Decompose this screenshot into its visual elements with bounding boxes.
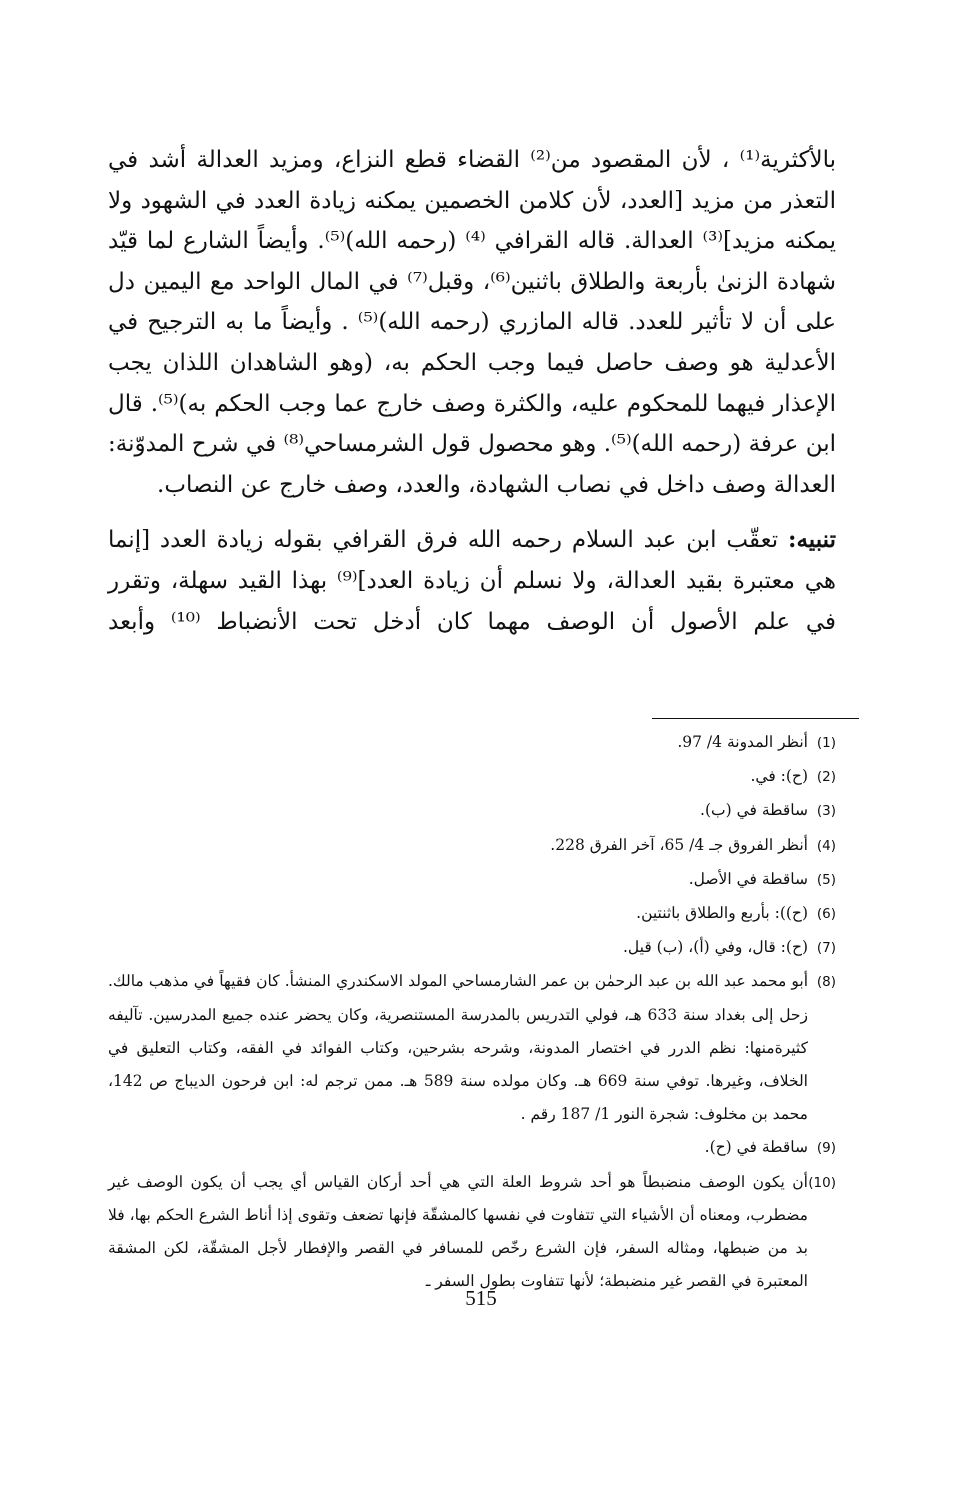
footnote (108, 863, 836, 897)
footnote-number: (10) (808, 1174, 836, 1191)
footnote-text: ساقطة في (ب). (700, 801, 808, 820)
footnote (108, 1166, 836, 1299)
footnote-text: أبو محمد عبد الله بن عبد الرحمٰن بن عمر الشارمساحي المولد الاسكندري المنشأ. كان فقيهاً في مذهب مالك. زحل إلى بغداد سنة 633 هـ، فولي التدريس بالمدرسة المستنصرية، وكان يحضر عنده جميع المدرسين. تآليفه كثيرةمنها: نظم الدرر في اختصار المدونة، وشرحه بشرحين، وكتاب الفوائد في الفقه، وكتاب التعليق في الخلاف، وغيرها. توفي سنة 669 هـ. وكان مولده سنة 589 هـ. ممن ترجم له: ابن فرحون الديباج ص 142، محمد بن مخلوف: شجرة النور 1/ 187 رقم . (108, 972, 808, 1124)
footnote (108, 794, 836, 828)
footnote-text: (ح): قال، وفي (أ)، (ب) قيل. (622, 938, 808, 957)
footnote-number: (5) (816, 871, 836, 888)
page-number: 515 (465, 1286, 497, 1310)
footnote-number: (2) (816, 769, 836, 786)
footnote-text: ساقطة في (ح). (704, 1138, 808, 1157)
footnotes (108, 726, 836, 1298)
notice-lead: تنبيه: (787, 526, 836, 554)
paragraph-1: بالأكثرية⁽¹⁾ ، لأن المقصود من⁽²⁾ القضاء قطع النزاع، ومزيد العدالة أشد في التعذر من مزيد [العدد، لأن كلامن الخصمين يمكنه زيادة العدد في الشهود ولا يمكنه مزيد]⁽³⁾ العدالة. قاله القرافي ⁽⁴⁾ (رحمه الله)⁽⁵⁾. وأيضاً الشارع لما قيّد شهادة الزنىٰ بأربعة والطلاق باثنين⁽⁶⁾، وقبل⁽⁷⁾ في المال الواحد مع اليمين دل على أن لا تأثير للعدد. قاله المازري (رحمه الله)⁽⁵⁾ . وأيضاً ما به الترجيح في الأعدلية هو وصف حاصل فيما وجب الحكم به، (وهو الشاهدان اللذان يجب الإعذار فيهما للمحكوم عليه، والكثرة وصف خارج عما وجب الحكم به)⁽⁵⁾. قال ابن عرفة (رحمه الله)⁽⁵⁾. وهو محصول قول الشرمساحي⁽⁸⁾ في شرح المدوّنة: العدالة وصف داخل في نصاب الشهادة، والعدد، وصف خارج عن النصاب. (108, 147, 837, 498)
footnote (108, 726, 836, 760)
footnote-number: (9) (816, 1140, 836, 1157)
main-text (108, 140, 836, 642)
footnote (108, 1131, 836, 1165)
paragraph-2 (108, 520, 836, 642)
footnote-text: أنظر الفروق جـ 4/ 65، آخر الفرق 228. (550, 835, 808, 854)
footnote-number: (1) (816, 735, 836, 751)
footnote (108, 931, 836, 965)
footnote (108, 897, 836, 931)
footnote-number: (4) (816, 837, 836, 854)
footnote-text: (ح)): بأربع والطلاق باثنتين. (636, 904, 808, 923)
footnote-number: (3) (816, 803, 836, 820)
footnote-text: (ح): في. (750, 767, 808, 786)
footnote-text: ساقطة في الأصل. (688, 869, 808, 888)
footnote-text: أنظر المدونة 4/ 97. (677, 733, 808, 751)
footnote-text: أن يكون الوصف منضبطاً هو أحد شروط العلة التي هي أحد أركان القياس أي يجب أن يكون الوصف غير مضطرب، ومعناه أن الأشياء التي تتفاوت في نفسها كالمشقّة فإنها تضعف وتقوى إذا أناط الشرع الحكم بها، فلا بد من ضبطها، ومثاله السفر، فإن الشرع رخّص للمسافر في القصر والإفطار لأجل المشقّة، لكن المشقة المعتبرة في القصر غير منضبطة؛ لأنها تتفاوت بطول السفر ـ (108, 1172, 808, 1291)
footnote-number: (7) (816, 940, 836, 957)
footnote (108, 965, 836, 1131)
footnote-number: (6) (816, 906, 836, 923)
paragraph-2-text: تعقّب ابن عبد السلام رحمه الله فرق القرافي بقوله زيادة العدد [إنما هي معتبرة بقيد العدالة، ولا نسلم أن زيادة العدد]⁽⁹⁾ بهذا القيد سهلة، وتقرر في علم الأصول أن الوصف مهما كان أدخل تحت الأنضباط ⁽¹⁰⁾ وأبعد (108, 527, 836, 635)
footnote-separator (652, 718, 859, 719)
footnote (108, 829, 836, 863)
footnote (108, 760, 836, 794)
footnote-number: (8) (816, 974, 836, 991)
